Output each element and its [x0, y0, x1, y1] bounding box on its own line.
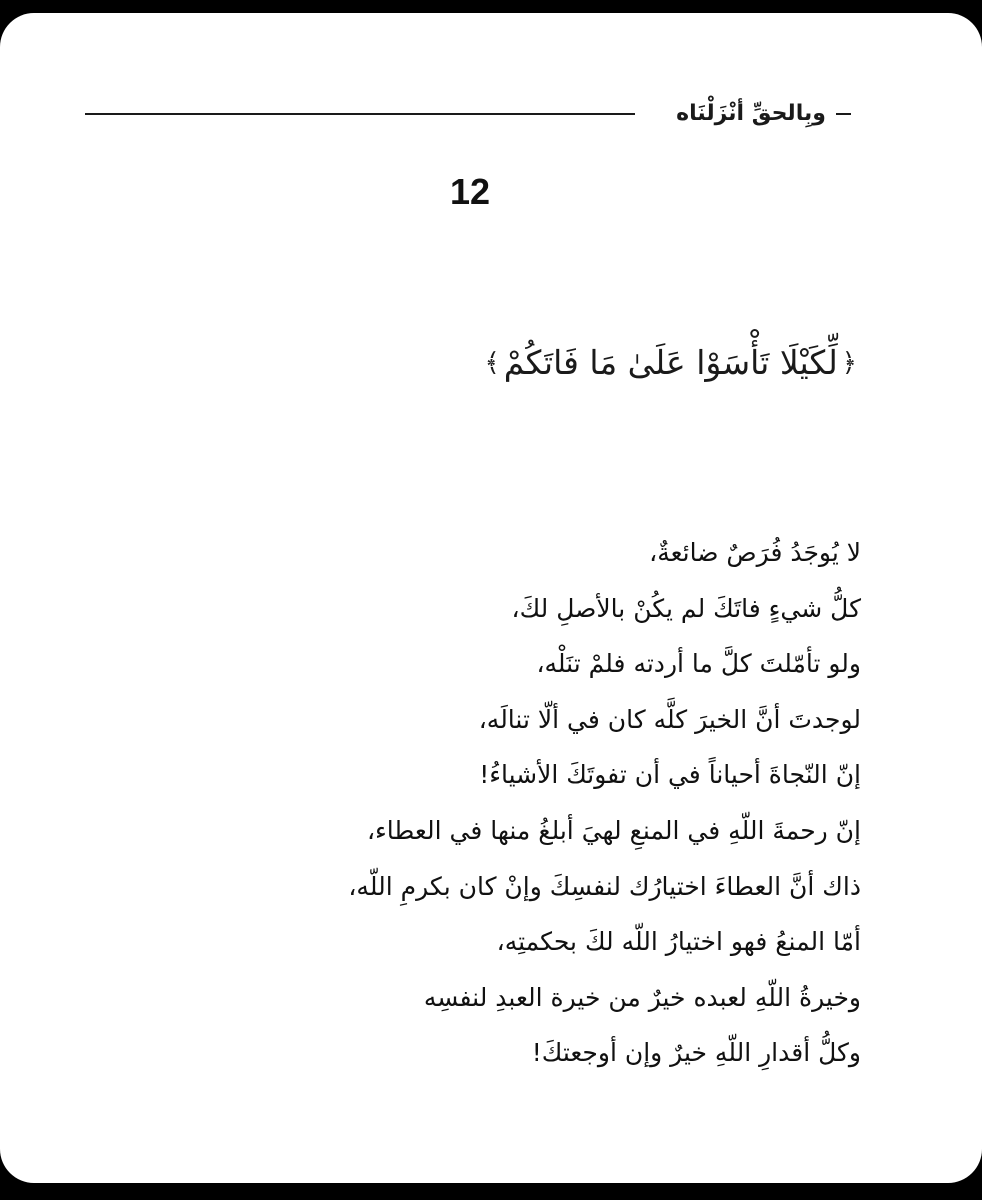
header-rule [85, 113, 635, 115]
poem-line: إنّ النّجاةَ أحياناً في أن تفوتَكَ الأشياءُ! [479, 760, 861, 790]
verse-open-ornament: ﴿ [841, 347, 857, 378]
header-rule-short [836, 113, 851, 115]
poem-line: ذاك أنَّ العطاءَ اختيارُك لنفسِكَ وإنْ كان بكرمِ اللّه، [348, 871, 861, 901]
poem-line: وخيرةُ اللّهِ لعبده خيرٌ من خيرة العبدِ لنفسِه [423, 982, 861, 1012]
quran-verse [484, 343, 857, 382]
poem-body [81, 525, 861, 1081]
poem-line: لوجدتَ أنَّ الخيرَ كلَّه كان في ألّا تنالَه، [478, 704, 861, 734]
running-header [85, 98, 851, 134]
chapter-number: 12 [449, 171, 491, 212]
header-title: وبِالحقِّ أنْزَلْنَاه [676, 101, 826, 126]
poem-line: أمّا المنعُ فهو اختيارُ اللّه لكَ بحكمتِه، [496, 927, 861, 957]
poem-line: لا يُوجَدُ فُرَصٌ ضائعةٌ، [649, 538, 861, 567]
poem-line: إنّ رحمةَ اللّهِ في المنعِ لهيَ أبلغُ منها في العطاء، [366, 815, 861, 845]
book-page [0, 13, 982, 1183]
poem-line: كلُّ شيءٍ فاتَكَ لم يكُنْ بالأصلِ لكَ، [511, 593, 861, 623]
verse-close-ornament: ﴾ [484, 347, 500, 378]
poem-line: ولو تأمّلتَ كلَّ ما أردته فلمْ تنَلْه، [536, 649, 861, 679]
verse-text: لِّكَيْلَا تَأْسَوْا عَلَىٰ مَا فَاتَكُمْ [503, 343, 838, 382]
poem-line: وكلُّ أقدارِ اللّهِ خيرٌ وإن أوجعتكَ! [531, 1038, 861, 1068]
